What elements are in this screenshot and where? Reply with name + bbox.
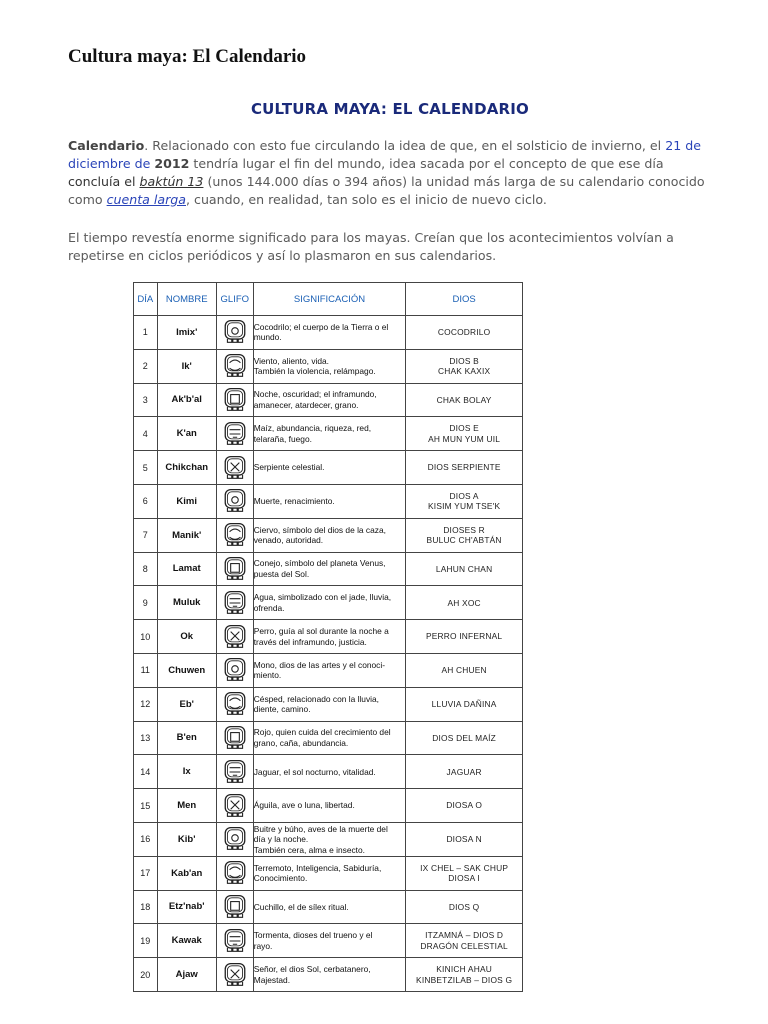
cell-dia: 5 [134, 451, 158, 485]
cell-nombre: Chuwen [157, 653, 216, 687]
cell-significacion: Cuchillo, el de sílex ritual. [253, 890, 406, 924]
cell-glifo [216, 789, 253, 823]
cell-dios: AH XOC [406, 586, 523, 620]
maya-glyph-icon [223, 831, 247, 848]
cell-glifo [216, 890, 253, 924]
cell-nombre: B'en [157, 721, 216, 755]
header-dios: DIOS [406, 283, 523, 316]
maya-glyph-icon [223, 695, 247, 712]
table-row [134, 484, 523, 518]
cell-nombre: Men [157, 789, 216, 823]
cell-dia: 18 [134, 890, 158, 924]
paragraph-calendario: Calendario. Relacionado con esto fue circulando la idea de que, en el solsticio de invierno, el 21 de diciembre de 2012 tendría lugar el fin del mundo, idea sacada por el concepto de que ese día concluía el baktún 13 (unos 144.000 días o 394 años) la unidad más larga de su calendario conocido como cuenta larga, cuando, en realidad, tan solo es el inicio de nuevo ciclo. [68, 138, 705, 207]
lead-term: Calendario [68, 138, 145, 153]
cell-glifo [216, 958, 253, 992]
cell-dia: 2 [134, 349, 158, 383]
cell-dia: 17 [134, 856, 158, 890]
cell-nombre: Kimi [157, 484, 216, 518]
cell-significacion: Buitre y búho, aves de la muerte del día y la noche. También cera, alma e insecto. [253, 822, 406, 856]
table-row [134, 687, 523, 721]
table-row [134, 653, 523, 687]
cell-dios: DIOS A KISIM YUM TSE'K [406, 484, 523, 518]
table-row [134, 822, 523, 856]
cell-dia: 15 [134, 789, 158, 823]
cell-nombre: Ix [157, 755, 216, 789]
cell-dios: DIOSA N [406, 822, 523, 856]
cell-glifo [216, 653, 253, 687]
table-row [134, 316, 523, 350]
maya-glyph-icon [223, 560, 247, 577]
table-row [134, 789, 523, 823]
cell-glifo [216, 451, 253, 485]
maya-glyph-icon [223, 459, 247, 476]
cell-dia: 16 [134, 822, 158, 856]
table-row [134, 586, 523, 620]
cell-significacion: Viento, aliento, vida. También la violencia, relámpago. [253, 349, 406, 383]
table-row [134, 417, 523, 451]
maya-glyph-icon [223, 932, 247, 949]
cell-dios: DIOS Q [406, 890, 523, 924]
cell-glifo [216, 349, 253, 383]
cell-nombre: Manik' [157, 518, 216, 552]
maya-glyph-icon [223, 425, 247, 442]
cell-significacion: Águila, ave o luna, libertad. [253, 789, 406, 823]
cell-significacion: Noche, oscuridad; el inframundo, amanecer, atardecer, grano. [253, 383, 406, 417]
table-row [134, 451, 523, 485]
cell-dios: CHAK BOLAY [406, 383, 523, 417]
cell-dia: 4 [134, 417, 158, 451]
cell-nombre: Ak'b'al [157, 383, 216, 417]
header-glifo: GLIFO [216, 283, 253, 316]
cell-dia: 8 [134, 552, 158, 586]
year-link[interactable]: 2012 [154, 156, 190, 171]
table-row [134, 755, 523, 789]
header-dia: DÍA [134, 283, 158, 316]
cell-glifo [216, 586, 253, 620]
table-row [134, 552, 523, 586]
cell-significacion: Conejo, símbolo del planeta Venus, puesta del Sol. [253, 552, 406, 586]
cell-dios: IX CHEL – SAK CHUP DIOSA I [406, 856, 523, 890]
cell-dios: DIOS DEL MAÍZ [406, 721, 523, 755]
cell-significacion: Mono, dios de las artes y el conoci- miento. [253, 653, 406, 687]
header-significacion: SIGNIFICACIÓN [253, 283, 406, 316]
cell-significacion: Ciervo, símbolo del dios de la caza, venado, autoridad. [253, 518, 406, 552]
cell-dios: DIOS B CHAK KAXIX [406, 349, 523, 383]
cell-nombre: Imix' [157, 316, 216, 350]
table-row [134, 890, 523, 924]
cell-glifo [216, 316, 253, 350]
maya-glyph-icon [223, 526, 247, 543]
cell-dia: 20 [134, 958, 158, 992]
date-link[interactable]: 21 de diciembre de [68, 138, 701, 171]
cell-dia: 11 [134, 653, 158, 687]
header-nombre: NOMBRE [157, 283, 216, 316]
maya-glyph-icon [223, 357, 247, 374]
maya-glyph-icon [223, 864, 247, 881]
cell-dios: JAGUAR [406, 755, 523, 789]
cell-nombre: Kawak [157, 924, 216, 958]
cell-nombre: Kab'an [157, 856, 216, 890]
cell-dios: COCODRILO [406, 316, 523, 350]
cell-glifo [216, 484, 253, 518]
calendar-table [133, 282, 523, 992]
cell-glifo [216, 822, 253, 856]
cell-nombre: Kib' [157, 822, 216, 856]
paragraph-tiempo: El tiempo revestía enorme significado para los mayas. Creían que los acontecimientos volvían a repetirse en ciclos periódicos y así lo plasmaron en sus calendarios. [68, 230, 674, 263]
cell-dia: 1 [134, 316, 158, 350]
cell-significacion: Cocodrilo; el cuerpo de la Tierra o el mundo. [253, 316, 406, 350]
cell-dia: 12 [134, 687, 158, 721]
table-row [134, 518, 523, 552]
cuenta-larga-link[interactable]: cuenta larga [106, 192, 187, 207]
cell-nombre: Ik' [157, 349, 216, 383]
table-row [134, 721, 523, 755]
cell-significacion: Muerte, renacimiento. [253, 484, 406, 518]
cell-glifo [216, 755, 253, 789]
cell-significacion: Perro, guía al sol durante la noche a través del inframundo, justicia. [253, 620, 406, 654]
maya-glyph-icon [223, 763, 247, 780]
maya-glyph-icon [223, 898, 247, 915]
cell-dia: 7 [134, 518, 158, 552]
cell-dia: 14 [134, 755, 158, 789]
cell-dios: DIOS E AH MUN YUM UIL [406, 417, 523, 451]
cell-dia: 3 [134, 383, 158, 417]
maya-glyph-icon [223, 662, 247, 679]
cell-dia: 13 [134, 721, 158, 755]
cell-significacion: Césped, relacionado con la lluvia, diente, camino. [253, 687, 406, 721]
cell-dia: 9 [134, 586, 158, 620]
maya-glyph-icon [223, 594, 247, 611]
cell-nombre: Ajaw [157, 958, 216, 992]
table-row [134, 383, 523, 417]
cell-dios: AH CHUEN [406, 653, 523, 687]
document-title: Cultura maya: El Calendario [68, 46, 307, 67]
cell-glifo [216, 721, 253, 755]
cell-nombre: Chikchan [157, 451, 216, 485]
cell-nombre: Ok [157, 620, 216, 654]
cell-significacion: Serpiente celestial. [253, 451, 406, 485]
cell-glifo [216, 620, 253, 654]
cell-glifo [216, 687, 253, 721]
cell-dios: DIOSA O [406, 789, 523, 823]
cell-dios: KINICH AHAU KINBETZILAB – DIOS G [406, 958, 523, 992]
baktun-link[interactable]: baktún 13 [139, 174, 204, 189]
table-row [134, 620, 523, 654]
cell-dios: DIOSES R BULUC CH'ABTÁN [406, 518, 523, 552]
cell-significacion: Tormenta, dioses del trueno y el rayo. [253, 924, 406, 958]
table-header-row [134, 283, 523, 316]
maya-glyph-icon [223, 324, 247, 341]
cell-nombre: K'an [157, 417, 216, 451]
cell-significacion: Señor, el dios Sol, cerbatanero, Majestad. [253, 958, 406, 992]
cell-glifo [216, 552, 253, 586]
cell-nombre: Muluk [157, 586, 216, 620]
cell-significacion: Rojo, quien cuida del crecimiento del grano, caña, abundancia. [253, 721, 406, 755]
cell-significacion: Terremoto, Inteligencia, Sabiduría, Conocimiento. [253, 856, 406, 890]
cell-dios: PERRO INFERNAL [406, 620, 523, 654]
cell-significacion: Maíz, abundancia, riqueza, red, telaraña, fuego. [253, 417, 406, 451]
table-row [134, 924, 523, 958]
cell-nombre: Eb' [157, 687, 216, 721]
cell-glifo [216, 417, 253, 451]
cell-dios: ITZAMNÁ – DIOS D DRAGÓN CELESTIAL [406, 924, 523, 958]
cell-dios: LAHUN CHAN [406, 552, 523, 586]
maya-glyph-icon [223, 966, 247, 983]
table-row [134, 349, 523, 383]
maya-glyph-icon [223, 493, 247, 510]
table-row [134, 856, 523, 890]
maya-glyph-icon [223, 797, 247, 814]
cell-glifo [216, 924, 253, 958]
table-row [134, 958, 523, 992]
maya-glyph-icon [223, 628, 247, 645]
cell-glifo [216, 856, 253, 890]
maya-glyph-icon [223, 391, 247, 408]
cell-glifo [216, 518, 253, 552]
cell-nombre: Etz'nab' [157, 890, 216, 924]
cell-dia: 10 [134, 620, 158, 654]
cell-nombre: Lamat [157, 552, 216, 586]
post-title: CULTURA MAYA: EL CALENDARIO [250, 100, 530, 118]
cell-dia: 19 [134, 924, 158, 958]
maya-glyph-icon [223, 729, 247, 746]
cell-glifo [216, 383, 253, 417]
cell-dios: DIOS SERPIENTE [406, 451, 523, 485]
cell-significacion: Agua, simbolizado con el jade, lluvia, ofrenda. [253, 586, 406, 620]
cell-dios: LLUVIA DAÑINA [406, 687, 523, 721]
cell-significacion: Jaguar, el sol nocturno, vitalidad. [253, 755, 406, 789]
cell-dia: 6 [134, 484, 158, 518]
